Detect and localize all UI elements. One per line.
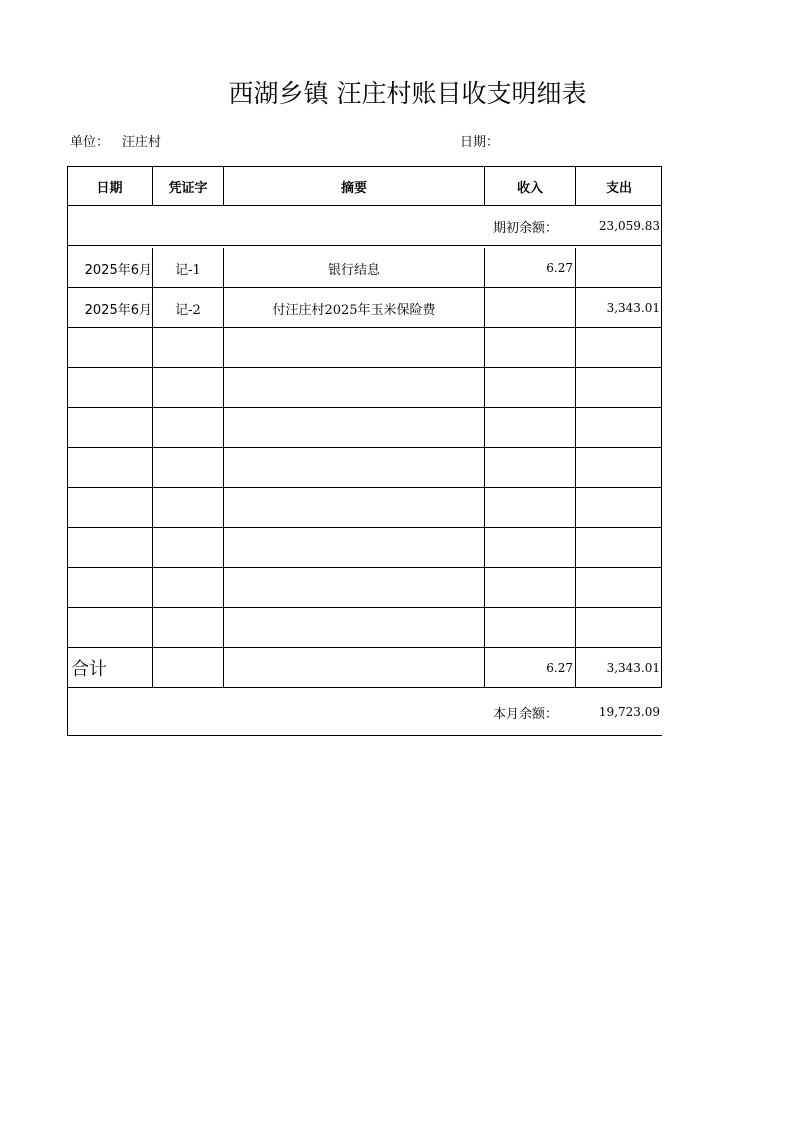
total-income: 6.27 bbox=[485, 648, 576, 688]
cell-expense bbox=[576, 448, 662, 488]
table-row bbox=[67, 328, 662, 368]
table-row bbox=[67, 528, 662, 568]
page-title: 西湖乡镇 汪庄村账目收支明细表 bbox=[228, 79, 587, 108]
cell-income: 6.27 bbox=[485, 248, 576, 288]
cell-expense bbox=[576, 368, 662, 408]
closing-balance-label: 本月余额： bbox=[493, 706, 559, 722]
cell-expense bbox=[576, 328, 662, 368]
cell-income bbox=[485, 328, 576, 368]
cell-income bbox=[485, 288, 576, 328]
cell-date bbox=[67, 568, 153, 608]
cell-expense bbox=[576, 608, 662, 648]
header-summary: 摘要 bbox=[224, 166, 485, 206]
cell-income bbox=[485, 488, 576, 528]
table-row bbox=[67, 368, 662, 408]
table-row bbox=[67, 248, 662, 288]
unit-label: 单位： bbox=[70, 135, 110, 150]
cell-summary bbox=[224, 608, 485, 648]
cell-summary bbox=[224, 448, 485, 488]
cell-income bbox=[485, 408, 576, 448]
total-row bbox=[67, 648, 662, 688]
table-row bbox=[67, 448, 662, 488]
cell-income bbox=[485, 448, 576, 488]
closing-balance-row bbox=[67, 688, 662, 736]
cell-expense bbox=[576, 528, 662, 568]
table-row bbox=[67, 608, 662, 648]
opening-balance-row bbox=[67, 206, 662, 246]
cell-expense bbox=[576, 248, 662, 288]
opening-balance-value: 23,059.83 bbox=[598, 219, 660, 233]
cell-date: 2025年6月 bbox=[67, 248, 153, 288]
ledger-table bbox=[67, 166, 662, 736]
cell-date bbox=[67, 368, 153, 408]
header-expense: 支出 bbox=[605, 180, 632, 196]
cell-expense bbox=[576, 568, 662, 608]
unit-value: 汪庄村 bbox=[122, 135, 162, 150]
total-label: 合计 bbox=[67, 648, 153, 688]
cell-summary: 付汪庄村2025年玉米保险费 bbox=[224, 288, 485, 328]
cell-date bbox=[67, 528, 153, 568]
total-summary-cell bbox=[224, 648, 485, 688]
cell-date bbox=[67, 408, 153, 448]
cell-voucher bbox=[153, 448, 224, 488]
cell-voucher bbox=[153, 528, 224, 568]
table-row bbox=[67, 568, 662, 608]
cell-voucher: 记-1 bbox=[153, 248, 224, 288]
cell-expense bbox=[576, 488, 662, 528]
cell-summary bbox=[224, 488, 485, 528]
header-date: 日期 bbox=[67, 166, 153, 206]
cell-income bbox=[485, 608, 576, 648]
header-voucher: 凭证字 bbox=[153, 166, 224, 206]
cell-income bbox=[485, 568, 576, 608]
table-header-row bbox=[67, 166, 662, 206]
cell-summary bbox=[224, 528, 485, 568]
cell-income bbox=[485, 368, 576, 408]
cell-voucher bbox=[153, 568, 224, 608]
table-row bbox=[67, 488, 662, 528]
cell-summary bbox=[224, 408, 485, 448]
cell-date bbox=[67, 608, 153, 648]
cell-date bbox=[67, 488, 153, 528]
table-row bbox=[67, 408, 662, 448]
closing-balance-value: 19,723.09 bbox=[598, 705, 660, 719]
cell-expense bbox=[576, 408, 662, 448]
cell-date: 2025年6月 bbox=[67, 288, 153, 328]
cell-voucher bbox=[153, 408, 224, 448]
cell-voucher bbox=[153, 368, 224, 408]
cell-voucher: 记-2 bbox=[153, 288, 224, 328]
cell-summary bbox=[224, 568, 485, 608]
total-voucher-cell bbox=[153, 648, 224, 688]
total-expense: 3,343.01 bbox=[606, 661, 660, 675]
cell-voucher bbox=[153, 328, 224, 368]
opening-balance-label: 期初余额： bbox=[493, 220, 559, 236]
date-label: 日期： bbox=[460, 135, 500, 150]
cell-date bbox=[67, 448, 153, 488]
cell-date bbox=[67, 328, 153, 368]
cell-voucher bbox=[153, 488, 224, 528]
cell-income bbox=[485, 528, 576, 568]
table-row bbox=[67, 288, 662, 328]
header-income: 收入 bbox=[485, 166, 576, 206]
cell-summary bbox=[224, 368, 485, 408]
cell-summary bbox=[224, 328, 485, 368]
cell-summary: 银行结息 bbox=[224, 248, 485, 288]
cell-voucher bbox=[153, 608, 224, 648]
cell-expense: 3,343.01 bbox=[606, 301, 660, 315]
